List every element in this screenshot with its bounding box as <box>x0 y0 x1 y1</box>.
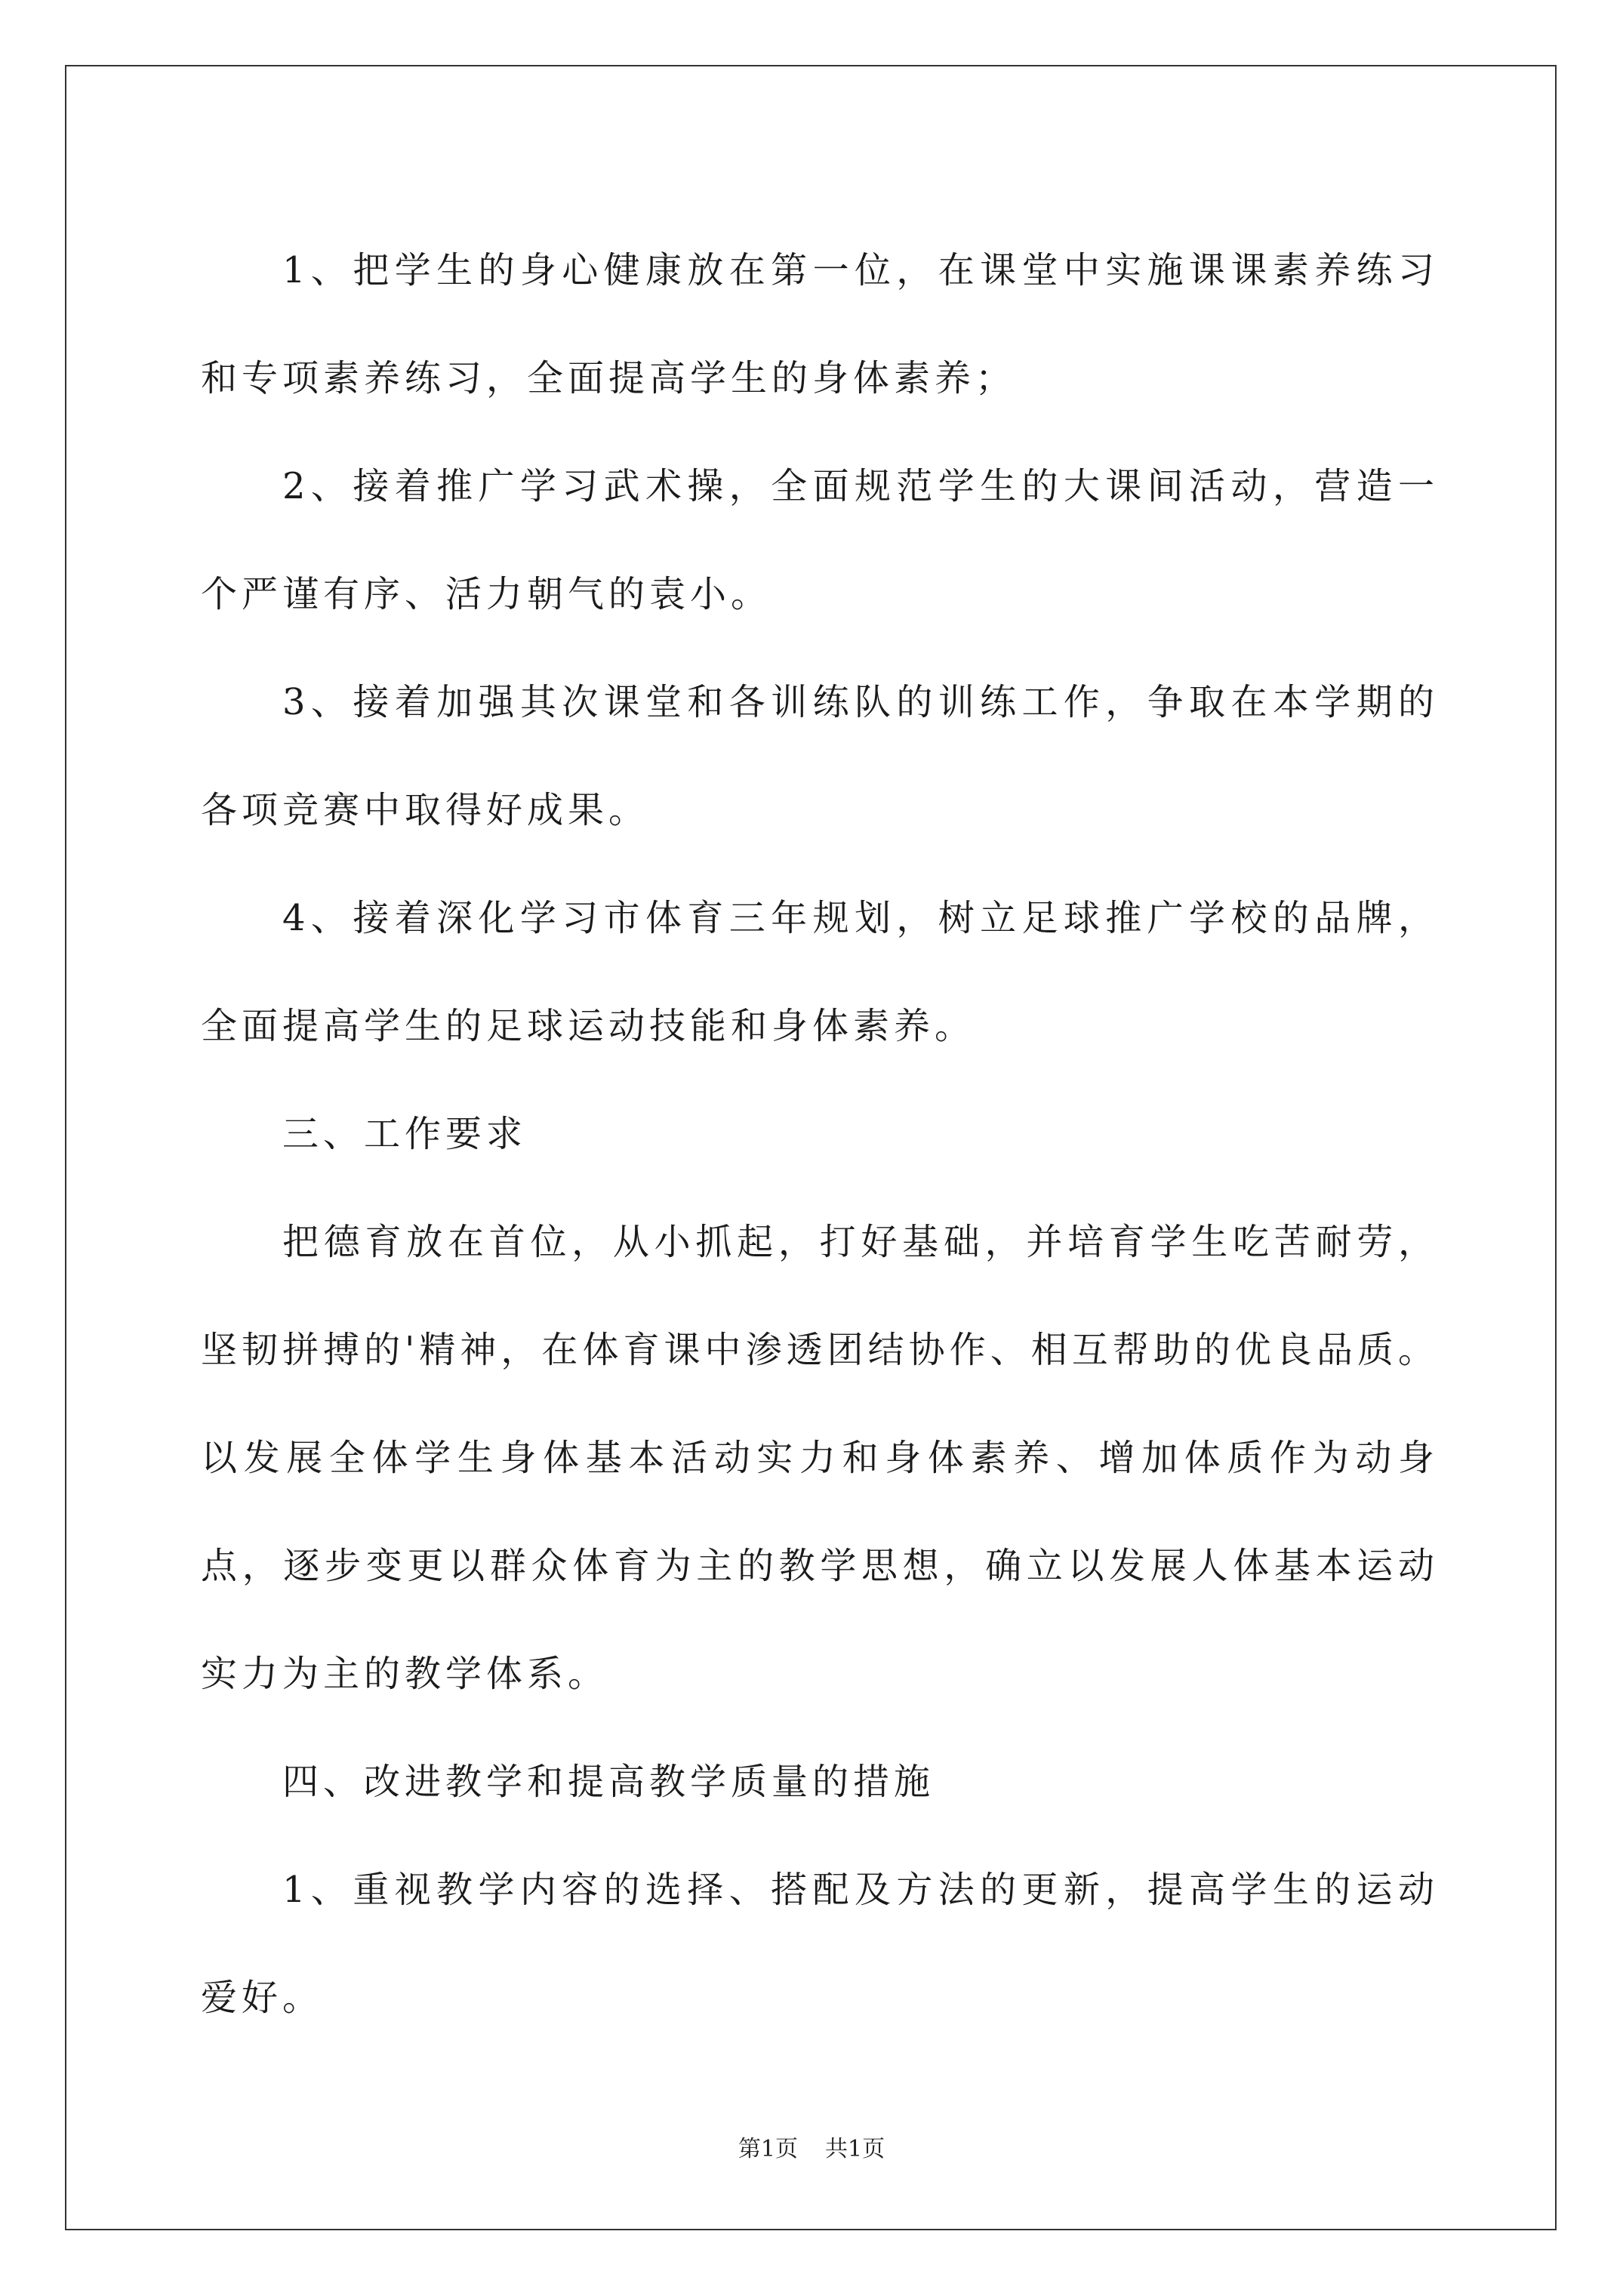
page-footer <box>0 2134 1623 2165</box>
section-heading-work-requirements: 三、工作要求 <box>282 1113 528 1155</box>
page-total: 共1页 <box>825 2136 885 2162</box>
paragraph-measure-1: 1、重视教学内容的选择、搭配及方法的更新，提高学生的运动爱好。 <box>201 1869 1439 2019</box>
paragraph-1: 1、把学生的身心健康放在第一位，在课堂中实施课课素养练习和专项素养练习，全面提高学生的身体素养； <box>201 249 1439 399</box>
paragraph-2: 2、接着推广学习武术操，全面规范学生的大课间活动，营造一个严谨有序、活力朝气的袁小。 <box>201 465 1439 615</box>
paragraph-3: 3、接着加强其次课堂和各训练队的训练工作，争取在本学期的各项竞赛中取得好成果。 <box>201 681 1439 831</box>
paragraph-4: 4、接着深化学习市体育三年规划，树立足球推广学校的品牌，全面提高学生的足球运动技能和身体素养。 <box>201 897 1439 1047</box>
page-number: 第1页 <box>738 2136 798 2162</box>
document-body <box>201 217 1439 2052</box>
paragraph-work-requirements: 把德育放在首位，从小抓起，打好基础，并培育学生吃苦耐劳，坚韧拼搏的'精神，在体育课中渗透团结协作、相互帮助的优良品质。以发展全体学生身体基本活动实力和身体素养、增加体质作为动身点，逐步变更以群众体育为主的教学思想，确立以发展人体基本运动实力为主的教学体系。 <box>201 1221 1439 1695</box>
section-heading-improvement-measures: 四、改进教学和提高教学质量的措施 <box>282 1761 935 1803</box>
